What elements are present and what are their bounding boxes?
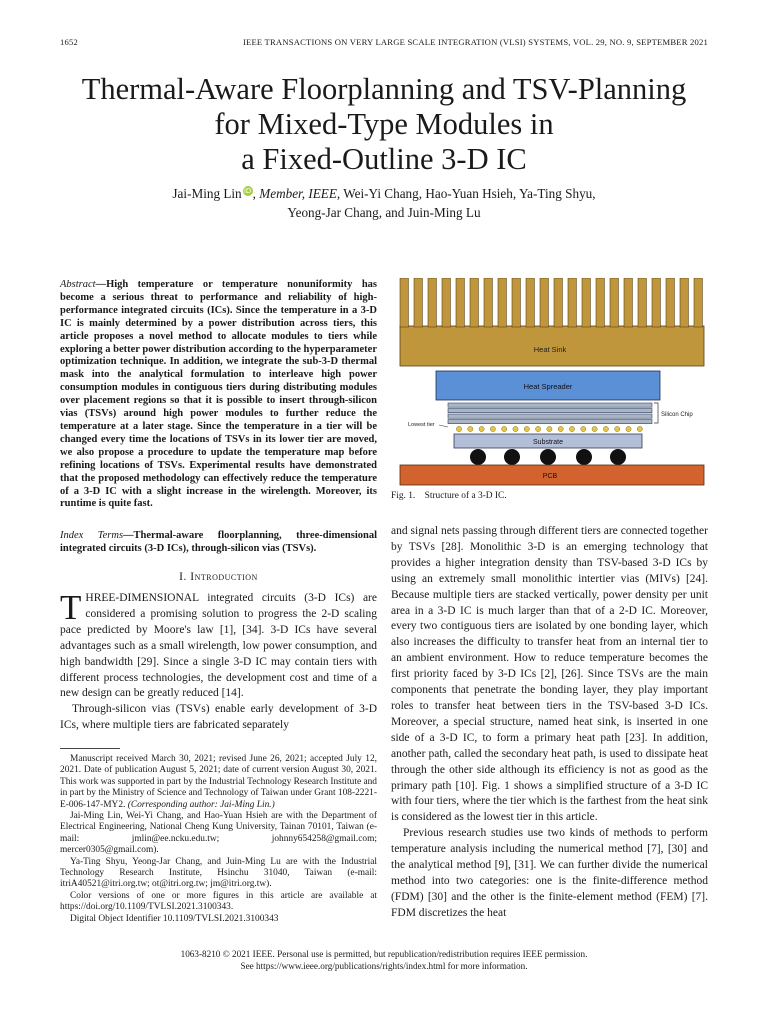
heat-sink-fin bbox=[442, 278, 450, 327]
abstract bbox=[60, 279, 377, 511]
micro-bump bbox=[615, 426, 620, 431]
heat-sink-fin bbox=[456, 278, 464, 327]
title-line-3: a Fixed-Outline 3-D IC bbox=[241, 142, 527, 176]
silicon-tiers bbox=[448, 403, 652, 424]
silicon-chip-bracket bbox=[654, 403, 658, 423]
heat-sink-fin bbox=[484, 278, 492, 327]
abstract-text: —High temperature or temperature nonuniformity has become a serious threat to performance and reliability of high-performance integrated circuits (ICs). Since the temperature in a 3-D IC is mainly determined by a power distribution across tiers, this article proposes a novel method to allocate modules to tiers while exploring a better power distribution according to the hyperparameter optimization technique. In addition, we integrate the sub-3-D thermal mask into the analytical formulation to interleave high power consumption modules in contiguous tiers during distributing modules over placement regions so that it is possible to insert through-silicon vias (TSVs) around high power modules to further reduce the temperature at a later stage. Since the temperature in a tier will be changed every time the locations of TSVs in its lower tier are moved, we also propose a procedure to update the temperature map before refining locations of TSVs. Experimental results have demonstrated that the proposed methodology can effectively reduce the temperature of a 3-D IC with a slight increase in the wirelength. Moreover, its runtime is quite fast. bbox=[60, 279, 377, 510]
footnote-color: Color versions of one or more figures in this article are available at https://doi.org/10.1109/TVLSI.2021.3100343. bbox=[60, 890, 377, 913]
micro-bump bbox=[468, 426, 473, 431]
authors-line-2: Yeong-Jar Chang, and Juin-Ming Lu bbox=[287, 205, 481, 220]
micro-bump bbox=[490, 426, 495, 431]
figure-3d-ic-structure bbox=[396, 278, 708, 486]
footnote-doi: Digital Object Identifier 10.1109/TVLSI.2021.3100343 bbox=[70, 913, 279, 924]
heat-sink-fin bbox=[540, 278, 548, 327]
micro-bump bbox=[581, 426, 586, 431]
micro-bump bbox=[479, 426, 484, 431]
micro-bump bbox=[637, 426, 642, 431]
copyright-line-1: 1063-8210 © 2021 IEEE. Personal use is permitted, but republication/redistribution requires IEEE permission. bbox=[180, 949, 588, 959]
micro-bump bbox=[603, 426, 608, 431]
heat-sink-fin bbox=[470, 278, 478, 327]
micro-bump bbox=[592, 426, 597, 431]
micro-bump bbox=[456, 426, 461, 431]
index-terms-label: Index Terms bbox=[60, 530, 124, 541]
title-line-2: for Mixed-Type Modules in bbox=[214, 107, 554, 141]
lowest-tier-pointer bbox=[439, 425, 448, 427]
index-terms-text: —Thermal-aware floorplanning, three-dimensional integrated circuits (3-D ICs), through-silicon vias (TSVs). bbox=[60, 530, 377, 554]
lowest-tier-label: Lowest tier bbox=[408, 422, 435, 428]
heat-sink-fin bbox=[652, 278, 660, 327]
author-list: Jai-Ming Lin iD, Member, IEEE, Wei-Yi Chang, Hao-Yuan Hsieh, Ya-Ting Shyu, Yeong-Jar Chang, and Juin-Ming Lu bbox=[0, 184, 768, 222]
footnote-affiliation-2: Ya-Ting Shyu, Yeong-Jar Chang, and Juin-Ming Lu are with the Industrial Technology Research Institute, Hsinchu 31040, Taiwan (e-mail: itriA40521@itri.org.tw; ot@itri.org.tw; jm@itri.org.tw). bbox=[60, 856, 377, 890]
heat-sink-fin bbox=[568, 278, 576, 327]
solder-ball bbox=[540, 449, 556, 465]
heat-sink-fin bbox=[400, 278, 408, 327]
footnote-rule bbox=[60, 748, 120, 749]
solder-ball bbox=[504, 449, 520, 465]
heat-sink-fin bbox=[596, 278, 604, 327]
orcid-icon[interactable]: iD bbox=[243, 187, 252, 195]
title-line-1: Thermal-Aware Floorplanning and TSV-Planning bbox=[81, 72, 687, 106]
right-paragraph-2: Previous research studies use two kinds of methods to perform temperature analysis including the numerical method [7], [30] and the analytical method [9], [31]. We can further divide the numerical method into two categories: one is the finite-difference method (FDM) [30] and the other is the finite-element method (FEM) [7]. FDM discretizes the heat bbox=[391, 827, 708, 919]
intro-body bbox=[60, 588, 377, 734]
heat-sink-fin bbox=[694, 278, 702, 327]
heat-sink-fin bbox=[582, 278, 590, 327]
micro-bumps bbox=[456, 426, 642, 431]
micro-bump bbox=[536, 426, 541, 431]
heat-sink-fin bbox=[554, 278, 562, 327]
substrate-label: Substrate bbox=[533, 439, 563, 446]
micro-bump bbox=[513, 426, 518, 431]
solder-ball bbox=[610, 449, 626, 465]
solder-ball bbox=[470, 449, 486, 465]
first-author: Jai-Ming Lin bbox=[172, 186, 242, 201]
solder-ball bbox=[576, 449, 592, 465]
author-role: Member, IEEE bbox=[259, 186, 337, 201]
right-paragraph-1: and signal nets passing through different tiers are connected together by TSVs [28]. Monolithic 3-D is an emerging technology that provides a higher integration density than TSV-based 3-D ICs by using an extremely small monolithic intertier vias (MIVs) [24]. Because multiple tiers are stacked vertically, power density per unit area in a 3-D IC is much larger than that of a 2-D IC. Moreover, every two contiguous tiers are isolated by one bonding layer, which also increases the difficulty to transfer heat from an internal tier to an ambient environment. How to reduce temperature becomes the first priority faced by 3-D ICs [2], [26]. Since TSVs are the main components that penetrate the bonding layer, they play important roles to transfer heat between tiers in the TSV-based 3-D ICs. Moreover, a special structure, named heat sink, is inserted in one side of a 3-D IC, to form a primary heat path [23]. In addition, another path, called the secondary heat path, is used to dissipate heat through the other side although its efficiency is not as good as the primary path [10]. Fig. 1 shows a simplified structure of a 3-D IC with four tiers, where the tier which is the farthest from the heat sink is considered as the lowest tier in this article. bbox=[391, 525, 708, 824]
silicon-tier bbox=[448, 409, 652, 413]
page-number: 1652 bbox=[60, 37, 78, 47]
heat-spreader-label: Heat Spreader bbox=[523, 382, 573, 391]
heat-sink-fin bbox=[526, 278, 534, 327]
silicon-tier bbox=[448, 420, 652, 424]
footnote-manuscript: Manuscript received March 30, 2021; revised June 26, 2021; accepted July 12, 2021. Date of publication August 5, 2021; date of current version August 30, 2021. This work was supported in part by the Industrial Technology Research Institute and in part by the Ministry of Science and Technology of Taiwan under Grant 108-2221-E-006-147-MY2. (Corresponding author: Jai-Ming Lin.) bbox=[60, 754, 377, 810]
copyright-line-2: See https://www.ieee.org/publications/rights/index.html for more information. bbox=[240, 961, 528, 971]
silicon-chip-label: Silicon Chip bbox=[661, 412, 693, 418]
heat-sink-fin bbox=[610, 278, 618, 327]
right-column-body bbox=[391, 524, 708, 922]
drop-cap: T bbox=[60, 588, 82, 627]
section-heading: I. Introduction bbox=[179, 571, 258, 583]
heat-sink-fin bbox=[638, 278, 646, 327]
authors-rest: , Wei-Yi Chang, Hao-Yuan Hsieh, Ya-Ting Shyu, bbox=[336, 186, 596, 201]
intro-paragraph-1: THREE-DIMENSIONAL integrated circuits (3-D ICs) are considered a promising solution to progress the 2-D scaling pace predicted by Moore's law [1], [34]. 3-D ICs have several advantages such as a small wirelength, low power consumption, and high bandwidth [29]. Since a single 3-D IC may contain tiers with different process technologies, the development cost and time of a new design can be greatly reduced [14]. bbox=[60, 588, 377, 700]
heat-sink-fin bbox=[428, 278, 436, 327]
silicon-tier bbox=[448, 414, 652, 418]
paper-title bbox=[0, 72, 768, 177]
footnotes bbox=[60, 754, 377, 925]
intro-paragraph-2: Through-silicon vias (TSVs) enable early development of 3-D ICs, where multiple tiers are fabricated separately bbox=[60, 703, 377, 732]
heat-sink-fin bbox=[624, 278, 632, 327]
heat-sink-fin bbox=[498, 278, 506, 327]
micro-bump bbox=[558, 426, 563, 431]
heat-sink-fin bbox=[666, 278, 674, 327]
micro-bump bbox=[547, 426, 552, 431]
heat-sink-label: Heat Sink bbox=[533, 345, 567, 354]
abstract-label: Abstract bbox=[60, 279, 96, 290]
copyright-notice bbox=[0, 948, 768, 972]
micro-bump bbox=[626, 426, 631, 431]
figure-caption: Fig. 1. Structure of a 3-D IC. bbox=[391, 491, 507, 501]
footnote-affiliation-1: Jai-Ming Lin, Wei-Yi Chang, and Hao-Yuan Hsieh are with the Department of Electrical Engineering, National Cheng Kung University, Tainan 70101, Taiwan (e-mail: jmlin@ee.ncku.edu.tw; johnny654258@gmail.com; mercer0305@gmail.com). bbox=[60, 811, 377, 856]
heat-sink-fin bbox=[414, 278, 422, 327]
micro-bump bbox=[569, 426, 574, 431]
micro-bump bbox=[524, 426, 529, 431]
index-terms bbox=[60, 530, 377, 556]
pcb-label: PCB bbox=[542, 473, 558, 480]
heat-sink-fin bbox=[680, 278, 688, 327]
silicon-tier bbox=[448, 403, 652, 407]
heat-sink-fin bbox=[512, 278, 520, 327]
journal-header: IEEE TRANSACTIONS ON VERY LARGE SCALE INTEGRATION (VLSI) SYSTEMS, VOL. 29, NO. 9, SEPTEMBER 2021 bbox=[242, 37, 708, 47]
solder-balls bbox=[470, 449, 626, 465]
micro-bump bbox=[502, 426, 507, 431]
